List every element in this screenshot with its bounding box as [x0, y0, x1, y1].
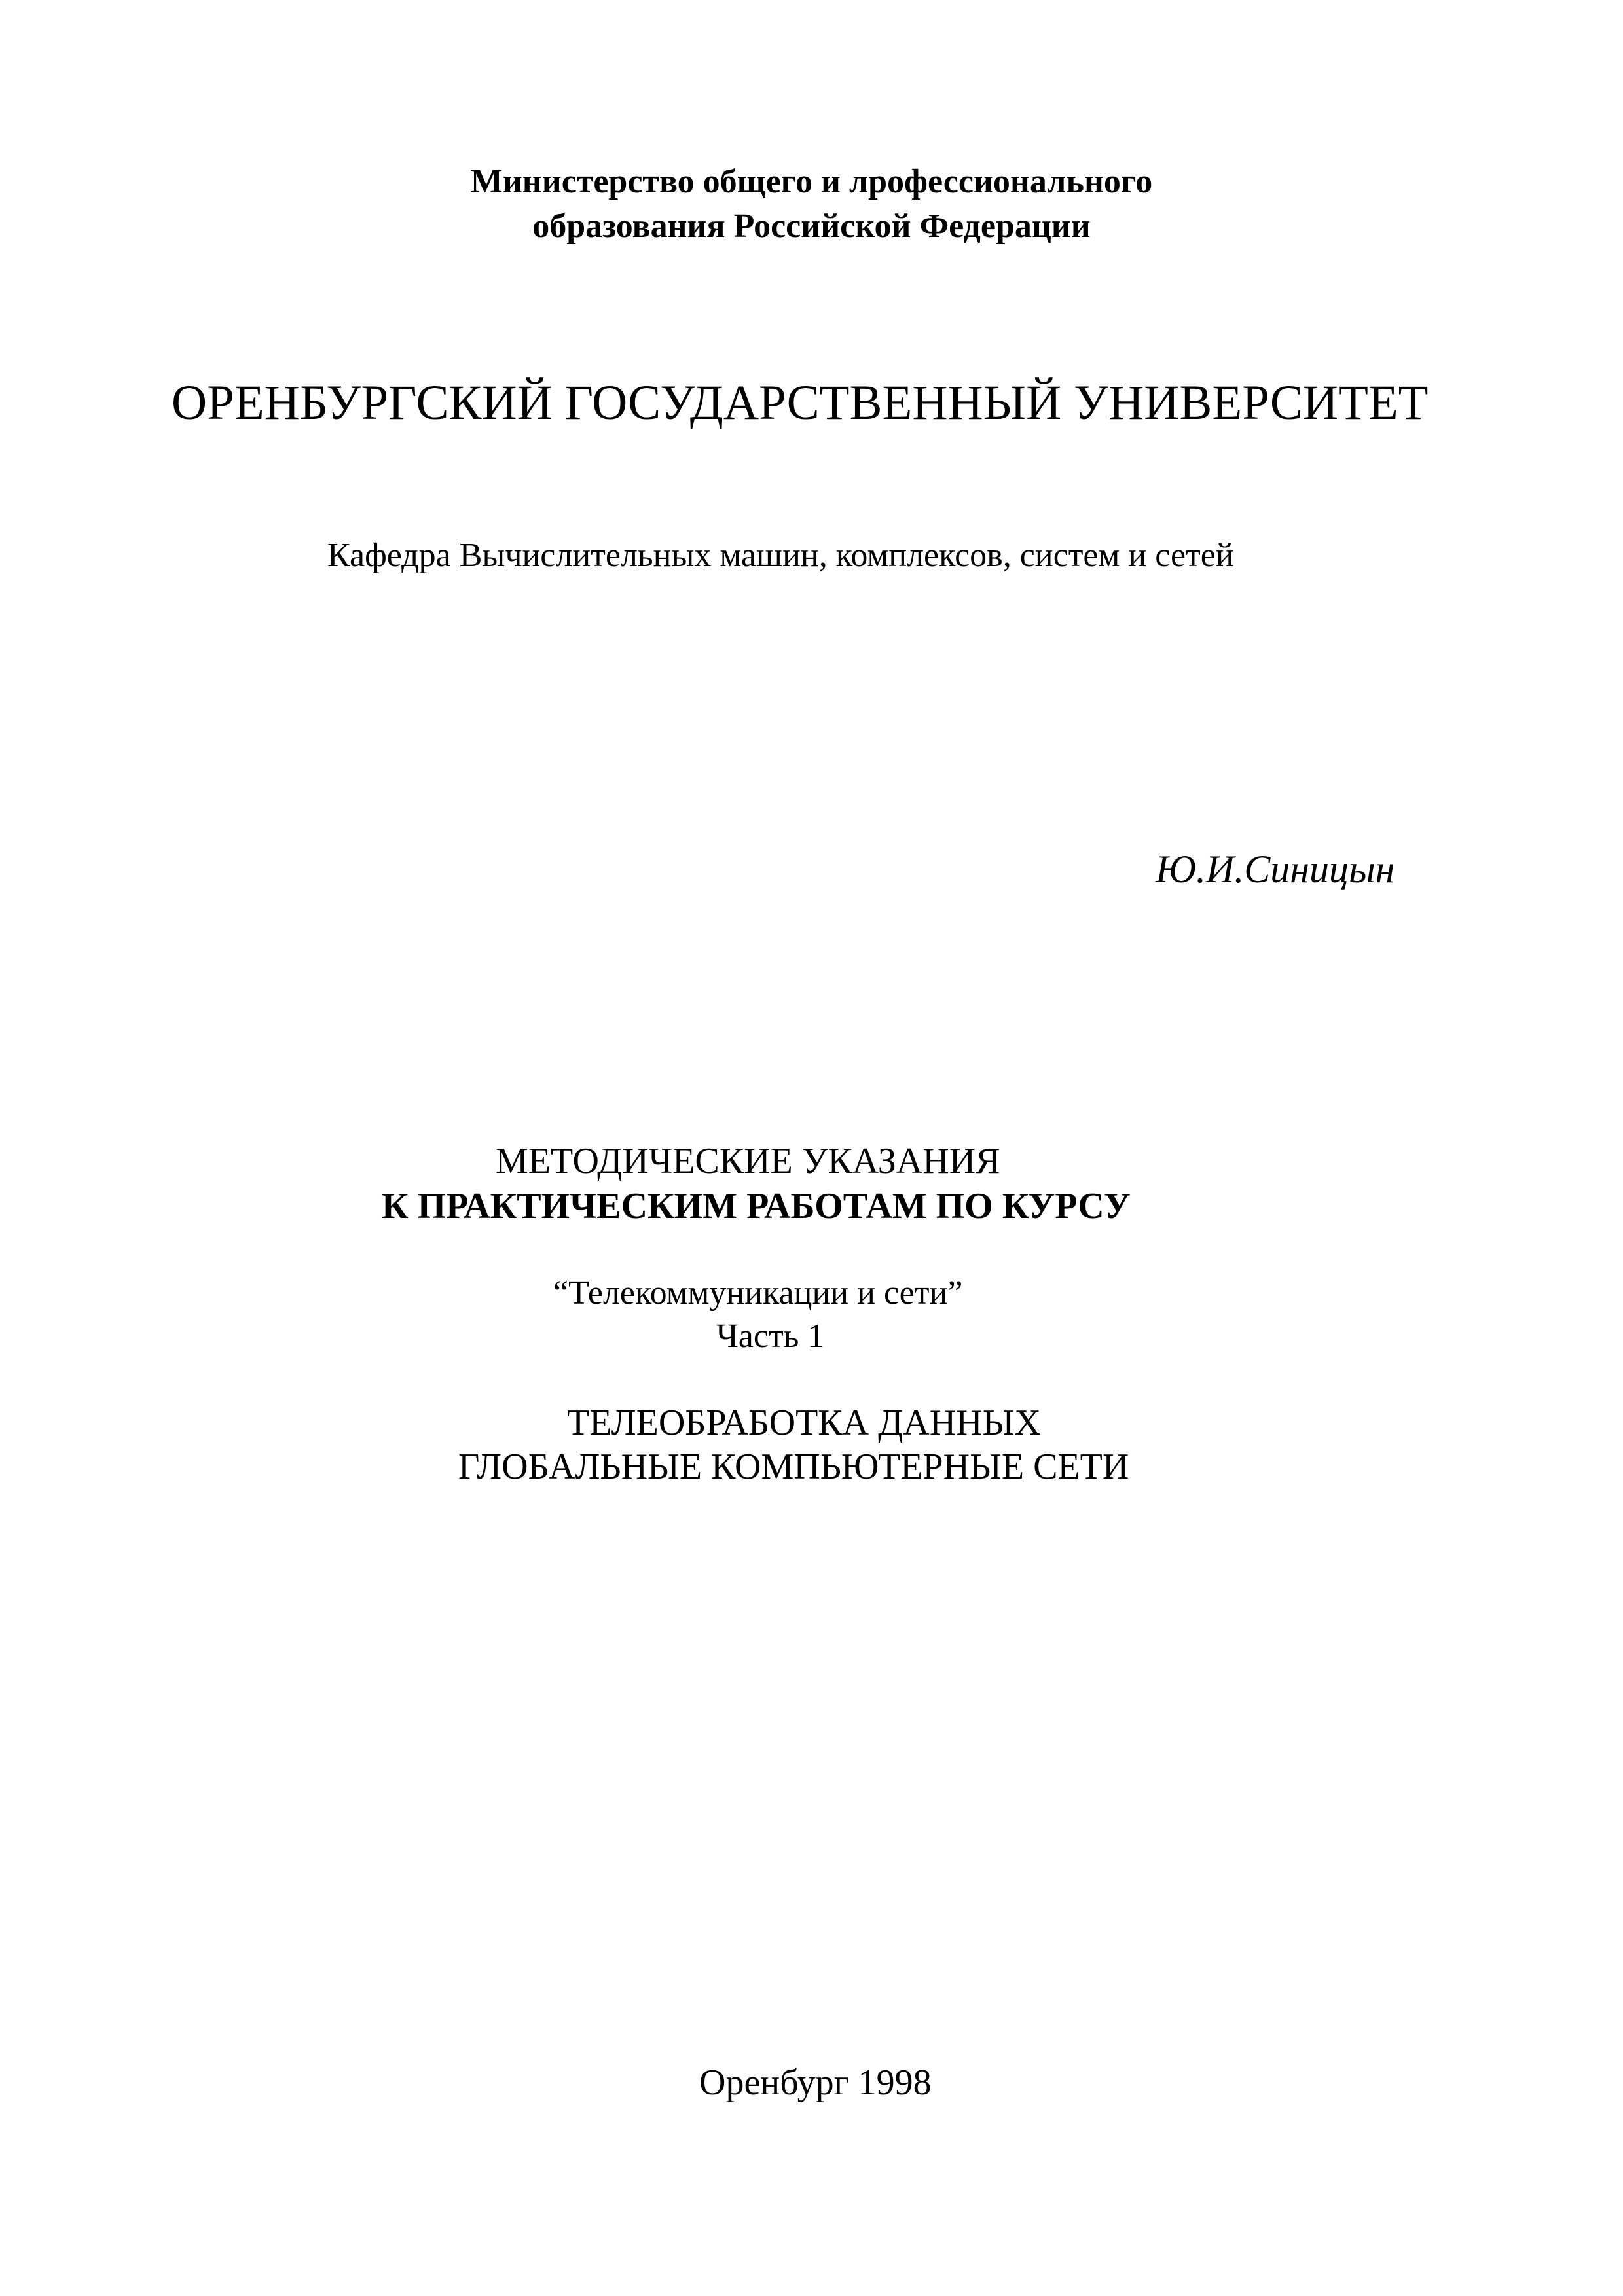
title-line-2: К ПРАКТИЧЕСКИМ РАБОТАМ ПО КУРСУ: [382, 1186, 1131, 1227]
university-name: ОРЕНБУРГСКИЙ ГОСУДАРСТВЕННЫЙ УНИВЕРСИТЕТ: [172, 376, 1429, 430]
course-name: “Телекоммуникации и сети”: [553, 1274, 963, 1312]
topic-line-2: ГЛОБАЛЬНЫЕ КОМПЬЮТЕРНЫЕ СЕТИ: [458, 1446, 1129, 1487]
ministry-line-1: Министерство общего и лрофессионального: [470, 163, 1153, 200]
topic-line-1: ТЕЛЕОБРАБОТКА ДАННЫХ: [567, 1403, 1041, 1443]
ministry-line-2: образования Российской Федерации: [532, 207, 1091, 245]
city-year: Оренбург 1998: [699, 2062, 932, 2103]
department-name: Кафедра Вычислительных машин, комплексов, систем и сетей: [327, 537, 1234, 574]
title-line-1: МЕТОДИЧЕСКИЕ УКАЗАНИЯ: [496, 1141, 1000, 1181]
author-name: Ю.И.Синицын: [1156, 848, 1395, 891]
part-number: Часть 1: [716, 1318, 825, 1355]
